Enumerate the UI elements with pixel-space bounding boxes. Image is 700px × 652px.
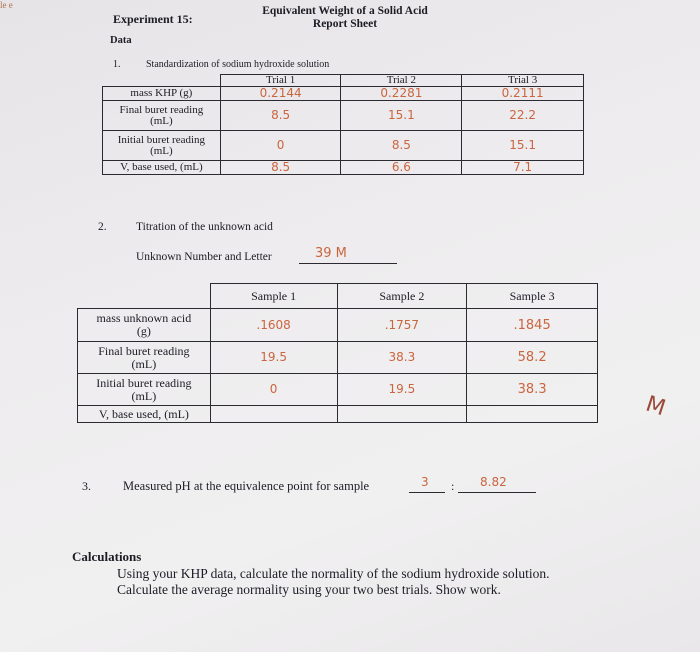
- margin-handwritten-mark: M: [642, 391, 669, 422]
- column-header: Trial 3: [462, 75, 584, 87]
- standardization-table: [102, 74, 584, 175]
- data-cell: 0.2281: [341, 87, 462, 101]
- data-cell: 8.5: [220, 161, 341, 175]
- data-cell: 38.3: [467, 374, 598, 406]
- column-header: Sample 1: [210, 284, 337, 309]
- table-row: [78, 342, 598, 374]
- calculations-line1: Using your KHP data, calculate the normality of the sodium hydroxide solution.: [117, 566, 550, 581]
- table-corner-cell: [103, 75, 221, 87]
- row-label: Initial buret reading (mL): [78, 374, 211, 406]
- section3-number: 3.: [82, 479, 91, 493]
- section2-number: 2.: [98, 221, 107, 233]
- report-title-line2: Report Sheet: [312, 18, 378, 30]
- table-row: [103, 131, 584, 161]
- section1-number: 1.: [113, 59, 121, 70]
- table-row: [103, 101, 584, 131]
- column-header: Trial 1: [220, 75, 341, 87]
- data-cell: 0.2144: [220, 87, 341, 101]
- section3-separator: :: [451, 479, 455, 493]
- data-cell: 15.1: [341, 101, 462, 131]
- data-cell: [337, 406, 467, 423]
- table-row: [103, 87, 584, 101]
- table-row: [78, 406, 598, 423]
- data-cell: 15.1: [462, 131, 584, 161]
- table-corner-cell: [78, 284, 211, 309]
- data-cell: 19.5: [337, 374, 467, 406]
- sample-number-line: [409, 476, 445, 493]
- sample-number-value: 3: [421, 475, 429, 489]
- column-header: Trial 2: [341, 75, 462, 87]
- experiment-label: Experiment 15:: [113, 12, 193, 26]
- unknown-value: 39 M: [315, 246, 347, 261]
- data-cell: .1608: [210, 309, 337, 342]
- unknown-label: Unknown Number and Letter: [136, 251, 272, 263]
- row-label: V, base used, (mL): [78, 406, 211, 423]
- table-row: [78, 309, 598, 342]
- data-cell: 38.3: [337, 342, 467, 374]
- data-cell: .1845: [467, 309, 598, 342]
- data-cell: 19.5: [210, 342, 337, 374]
- data-cell: [467, 406, 598, 423]
- data-cell: 0.2111: [462, 87, 584, 101]
- row-label: V, base used, (mL): [103, 161, 221, 175]
- table-row: [103, 161, 584, 175]
- ph-value: 8.82: [480, 475, 507, 489]
- data-cell: .1757: [337, 309, 467, 342]
- table-header-row: [78, 284, 598, 309]
- data-cell: [210, 406, 337, 423]
- titration-table: [77, 283, 598, 423]
- table-row: [78, 374, 598, 406]
- row-label: mass unknown acid (g): [78, 309, 211, 342]
- row-label: Initial buret reading (mL): [103, 131, 221, 161]
- corner-text: le e: [0, 0, 13, 10]
- data-cell: 58.2: [467, 342, 598, 374]
- data-label: Data: [110, 35, 132, 46]
- calculations-heading: Calculations: [72, 549, 142, 564]
- column-header: Sample 2: [337, 284, 467, 309]
- row-label: mass KHP (g): [103, 87, 221, 101]
- column-header: Sample 3: [467, 284, 598, 309]
- data-cell: 8.5: [220, 101, 341, 131]
- data-cell: 8.5: [341, 131, 462, 161]
- data-cell: 22.2: [462, 101, 584, 131]
- unknown-value-line: [299, 247, 397, 264]
- report-title-line1: Equivalent Weight of a Solid Acid: [262, 5, 428, 17]
- data-cell: 0: [220, 131, 341, 161]
- data-cell: 7.1: [462, 161, 584, 175]
- row-label: Final buret reading (mL): [103, 101, 221, 131]
- calculations-line2: Calculate the average normality using your two best trials. Show work.: [117, 582, 501, 597]
- row-label: Final buret reading (mL): [78, 342, 211, 374]
- section1-title: Standardization of sodium hydroxide solution: [146, 59, 330, 70]
- section2-title: Titration of the unknown acid: [136, 221, 273, 233]
- section3-text: Measured pH at the equivalence point for sample: [123, 479, 370, 493]
- table-header-row: [103, 75, 584, 87]
- data-cell: 6.6: [341, 161, 462, 175]
- ph-value-line: [458, 476, 536, 493]
- data-cell: 0: [210, 374, 337, 406]
